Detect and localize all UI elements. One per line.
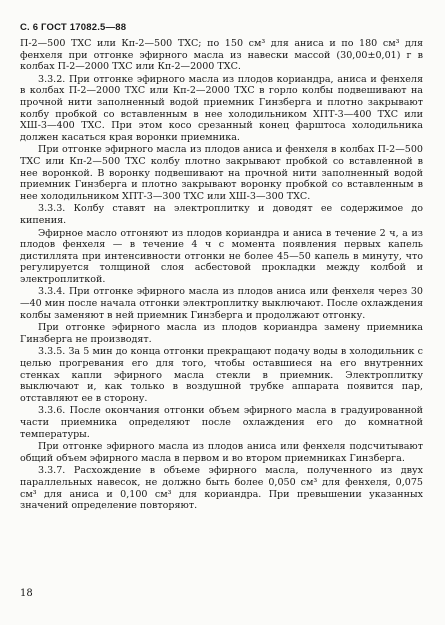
page-header: С. 6 ГОСТ 17082.5—88 (20, 22, 127, 33)
paragraph: П-2—500 ТХС или Кп-2—500 ТХС; по 150 см³ для аниса и по 180 см³ для фенхеля при отгонке эфирного масла из навески массой (30,00±0,01) г в колбах П-2—2000 ТХС или Кп-2—2000 ТХС. (20, 38, 423, 73)
paragraph: 3.3.6. После окончания отгонки объем эфирного масла в градуированной части приемника определяют после охлаждения его до комнатной температуры. (20, 405, 423, 440)
paragraph: 3.3.7. Расхождение в объеме эфирного масла, полученного из двух параллельных навесок, не должно быть более 0,050 см³ для фенхеля, 0,075 см³ для аниса и 0,100 см³ для кориандра. При превышении указанных значений определение повторяют. (20, 465, 423, 512)
body-text (20, 38, 423, 513)
paragraph: При отгонке эфирного масла из плодов аниса и фенхеля в колбах П-2—500 ТХС или Кп-2—500 ТХС колбу плотно закрывают пробкой со вставленной в нее воронкой. В воронку подвешивают на прочной нити заполненный водой приемник Гинзберга и плотно закрывают воронку пробкой со вставленным в нее холодильником ХПТ-3—300 ТХС или ХШ-3—300 ТХС. (20, 144, 423, 202)
paragraph: 3.3.3. Колбу ставят на электроплитку и доводят ее содержимое до кипения. (20, 203, 423, 226)
paragraph: 3.3.5. За 5 мин до конца отгонки прекращают подачу воды в холодильник с целью прогревания его для того, чтобы оставшиеся на его внутренних стенках капли эфирного масла стекли в приемник. Электроплитку выключают и, как только в воздушной трубке аппарата появится пар, отставляют ее в сторону. (20, 346, 423, 404)
paragraph: Эфирное масло отгоняют из плодов кориандра и аниса в течение 2 ч, а из плодов фенхеля — в течение 4 ч с момента появления первых капель дистиллята при интенсивности отгонки не более 45—50 капель в минуту, что регулируется толщиной слоя асбестовой прокладки между колбой и электроплиткой. (20, 227, 423, 285)
page-number: 18 (20, 588, 33, 599)
paragraph: 3.3.4. При отгонке эфирного масла из плодов аниса или фенхеля через 30—40 мин после начала отгонки электроплитку выключают. После охлаждения колбы заменяют в ней приемник Гинзберга и продолжают отгонку. (20, 286, 423, 321)
paragraph: При отгонке эфирного масла из плодов аниса или фенхеля подсчитывают общий объем эфирного масла в первом и во втором приемниках Гинзберга. (20, 441, 423, 464)
paragraph: 3.3.2. При отгонке эфирного масла из плодов кориандра, аниса и фенхеля в колбах П-2—2000 ТХС или Кп-2—2000 ТХС в горло колбы подвешивают на прочной нити заполненный водой приемник Гинзберга и плотно закрывают колбу пробкой со вставленным в нее холодильником ХПТ-3—400 ТХС или ХШ-3—400 ТХС. При этом косо срезанный конец фарштоса холодильника должен касаться края воронки приемника. (20, 73, 423, 143)
paragraph: При отгонке эфирного масла из плодов кориандра замену приемника Гинзберга не производят. (20, 322, 423, 345)
